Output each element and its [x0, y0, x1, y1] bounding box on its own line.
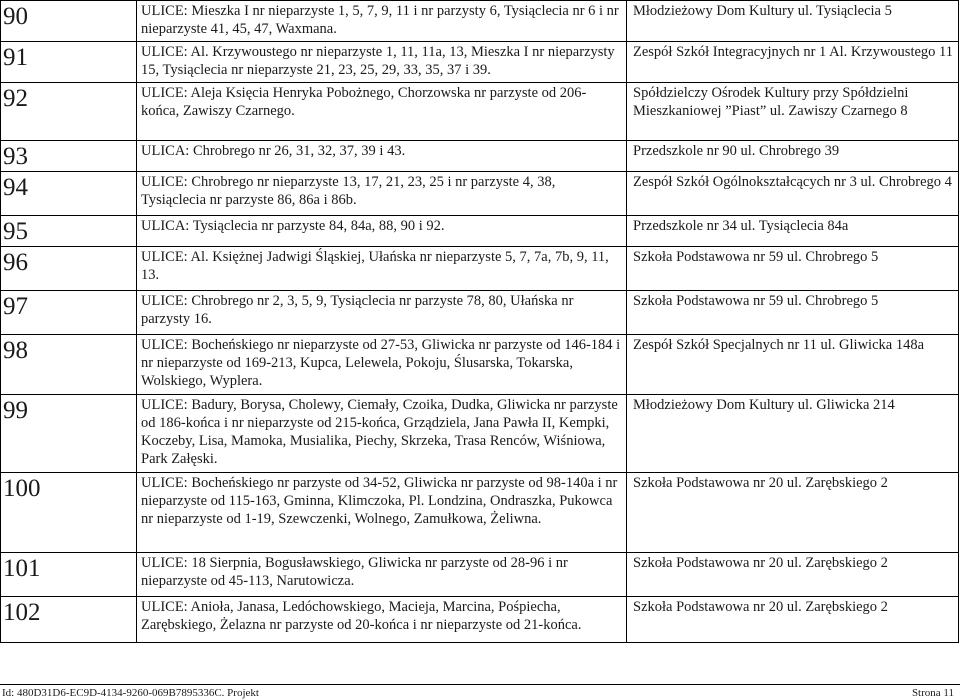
district-number: 96 [1, 247, 137, 291]
polling-station: Szkoła Podstawowa nr 59 ul. Chrobrego 5 [627, 291, 959, 335]
polling-station: Przedszkole nr 34 ul. Tysiąclecia 84a [627, 216, 959, 247]
district-streets: ULICE: Al. Krzywoustego nr nieparzyste 1, 11, 11a, 13, Mieszka I nr nieparzysty 15, Tysiąclecia nr nieparzyste 21, 23, 25, 29, 33, 35, 37 i 39. [137, 42, 627, 83]
table-row [1, 83, 959, 141]
district-number: 95 [1, 216, 137, 247]
district-streets: ULICA: Tysiąclecia nr parzyste 84, 84a, 88, 90 i 92. [137, 216, 627, 247]
polling-station: Szkoła Podstawowa nr 59 ul. Chrobrego 5 [627, 247, 959, 291]
district-streets: ULICA: Chrobrego nr 26, 31, 32, 37, 39 i 43. [137, 141, 627, 172]
district-number: 92 [1, 83, 137, 141]
polling-station: Zespół Szkół Integracyjnych nr 1 Al. Krzywoustego 11 [627, 42, 959, 83]
district-number: 90 [1, 1, 137, 42]
polling-station: Spółdzielczy Ośrodek Kultury przy Spółdzielni Mieszkaniowej ”Piast” ul. Zawiszy Czarnego 8 [627, 83, 959, 141]
district-number: 99 [1, 395, 137, 473]
polling-station: Zespół Szkół Ogólnokształcących nr 3 ul. Chrobrego 4 [627, 172, 959, 216]
table-row [1, 141, 959, 172]
polling-station: Szkoła Podstawowa nr 20 ul. Zarębskiego 2 [627, 597, 959, 643]
polling-station: Szkoła Podstawowa nr 20 ul. Zarębskiego 2 [627, 473, 959, 553]
district-streets: ULICE: Bocheńskiego nr nieparzyste od 27-53, Gliwicka nr parzyste od 146-184 i nr nieparzyste od 169-213, Kupca, Lelewela, Pokoju, Ślusarska, Tokarska, Wolskiego, Wyplera. [137, 335, 627, 395]
district-number: 102 [1, 597, 137, 643]
table-row [1, 473, 959, 553]
table-row [1, 247, 959, 291]
district-number: 93 [1, 141, 137, 172]
table-row [1, 597, 959, 643]
district-number: 100 [1, 473, 137, 553]
district-streets: ULICE: Anioła, Janasa, Ledóchowskiego, Macieja, Marcina, Pośpiecha, Zarębskiego, Żelazna nr parzyste od 20-końca i nr nieparzyste od 21-końca. [137, 597, 627, 643]
page-footer [0, 684, 960, 700]
district-number: 97 [1, 291, 137, 335]
page-number: Strona 11 [911, 687, 954, 699]
polling-station: Młodzieżowy Dom Kultury ul. Tysiąclecia 5 [627, 1, 959, 42]
table-row [1, 172, 959, 216]
district-streets: ULICE: Aleja Księcia Henryka Pobożnego, Chorzowska nr parzyste od 206-końca, Zawiszy Czarnego. [137, 83, 627, 141]
table-row [1, 395, 959, 473]
table-row [1, 291, 959, 335]
district-number: 101 [1, 553, 137, 597]
table-row [1, 42, 959, 83]
district-streets: ULICE: Badury, Borysa, Cholewy, Ciemały, Czoika, Dudka, Gliwicka nr parzyste od 186-końca i nr nieparzyste od 215-końca, Grządziela, Jana Pawła II, Kempki, Koczeby, Lisa, Mamoka, Musialika, Piechy, Skrzeka, Trasa Renców, Wiśniowa, Park Załęski. [137, 395, 627, 473]
table-row [1, 216, 959, 247]
polling-station: Szkoła Podstawowa nr 20 ul. Zarębskiego 2 [627, 553, 959, 597]
table-row [1, 1, 959, 42]
polling-station: Przedszkole nr 90 ul. Chrobrego 39 [627, 141, 959, 172]
district-number: 94 [1, 172, 137, 216]
district-streets: ULICE: Chrobrego nr nieparzyste 13, 17, 21, 23, 25 i nr parzyste 4, 38, Tysiąclecia nr parzyste 86, 86a i 86b. [137, 172, 627, 216]
table-row [1, 335, 959, 395]
document-id: Id: 480D31D6-EC9D-4134-9260-069B7895336C. Projekt [2, 687, 259, 699]
table-row [1, 553, 959, 597]
district-number: 98 [1, 335, 137, 395]
district-streets: ULICE: Chrobrego nr 2, 3, 5, 9, Tysiąclecia nr parzyste 78, 80, Ułańska nr parzysty 16. [137, 291, 627, 335]
polling-station: Zespół Szkół Specjalnych nr 11 ul. Gliwicka 148a [627, 335, 959, 395]
district-streets: ULICE: Al. Księżnej Jadwigi Śląskiej, Ułańska nr nieparzyste 5, 7, 7a, 7b, 9, 11, 13. [137, 247, 627, 291]
district-streets: ULICE: Mieszka I nr nieparzyste 1, 5, 7, 9, 11 i nr parzysty 6, Tysiąclecia nr 6 i nr nieparzyste 41, 45, 47, Waxmana. [137, 1, 627, 42]
district-number: 91 [1, 42, 137, 83]
district-streets: ULICE: Bocheńskiego nr parzyste od 34-52, Gliwicka nr parzyste od 98-140a i nr nieparzyste od 115-163, Gminna, Klimczoka, Pl. Londzina, Ondraszka, Pukowca nr nieparzyste od 1-19, Szewczenki, Wolnego, Zamułkowa, Żeliwna. [137, 473, 627, 553]
district-streets: ULICE: 18 Sierpnia, Bogusławskiego, Gliwicka nr parzyste od 28-96 i nr nieparzyste od 45-113, Narutowicza. [137, 553, 627, 597]
polling-station: Młodzieżowy Dom Kultury ul. Gliwicka 214 [627, 395, 959, 473]
